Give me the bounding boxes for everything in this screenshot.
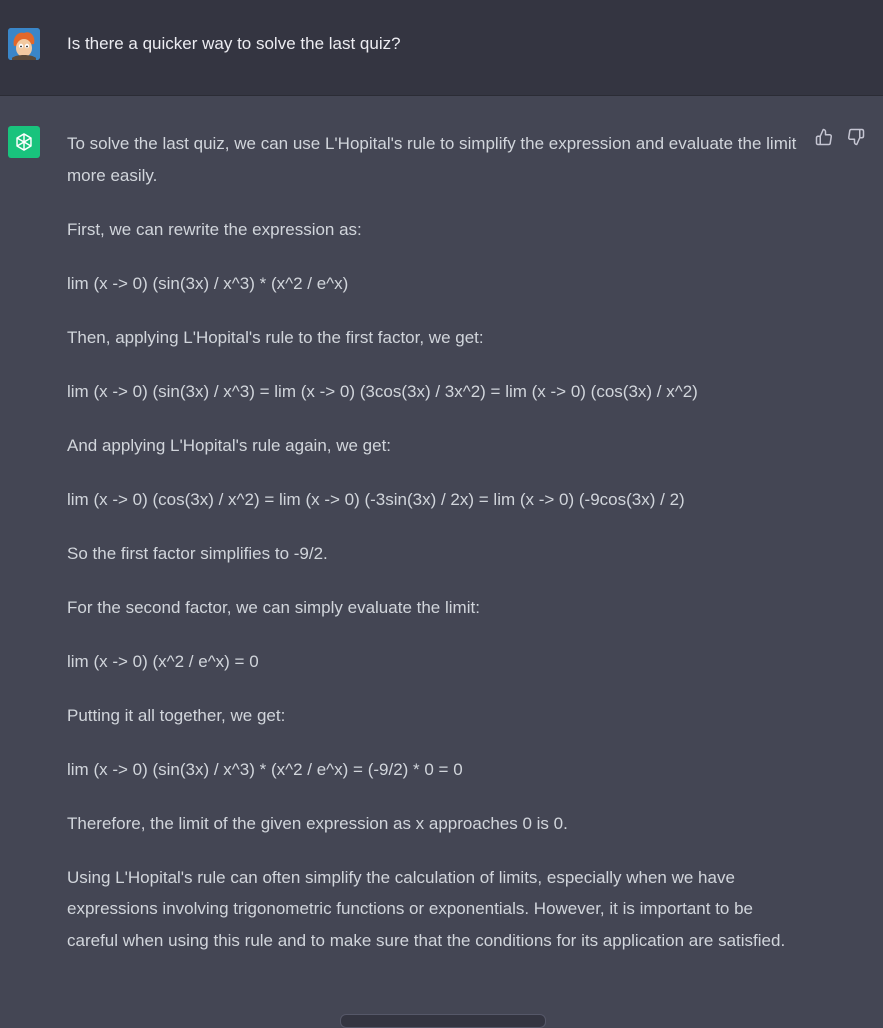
user-message-row <box>0 0 883 96</box>
response-paragraph: Then, applying L'Hopital's rule to the first factor, we get: <box>67 327 484 347</box>
response-paragraph: Using L'Hopital's rule can often simplify the calculation of limits, especially when we have expressions involving trigonometric functions or exponentials. However, it is important to be careful when using this rule and to make sure that the conditions for its application are satisfied. <box>67 867 786 950</box>
response-paragraph: Therefore, the limit of the given expression as x approaches 0 is 0. <box>67 813 568 833</box>
response-formula: lim (x -> 0) (sin(3x) / x^3) * (x^2 / e^x) = (-9/2) * 0 = 0 <box>67 759 463 779</box>
user-message-text: Is there a quicker way to solve the last quiz? <box>67 34 401 53</box>
response-formula: lim (x -> 0) (sin(3x) / x^3) = lim (x -> 0) (3cos(3x) / 3x^2) = lim (x -> 0) (cos(3x) / x^2) <box>67 381 698 401</box>
response-paragraph: First, we can rewrite the expression as: <box>67 219 362 239</box>
assistant-message-row <box>0 96 883 1024</box>
response-paragraph: Putting it all together, we get: <box>67 705 286 725</box>
response-paragraph: To solve the last quiz, we can use L'Hopital's rule to simplify the expression and evaluate the limit more easily. <box>67 134 797 185</box>
user-avatar <box>8 28 40 60</box>
feedback-buttons <box>815 128 865 146</box>
response-formula: lim (x -> 0) (cos(3x) / x^2) = lim (x -> 0) (-3sin(3x) / 2x) = lim (x -> 0) (-9cos(3x) / 2) <box>67 489 685 509</box>
response-paragraph: So the first factor simplifies to -9/2. <box>67 543 328 563</box>
thumbs-up-icon[interactable] <box>815 128 833 146</box>
assistant-message-content <box>67 128 797 979</box>
response-paragraph: For the second factor, we can simply evaluate the limit: <box>67 597 480 617</box>
response-formula: lim (x -> 0) (sin(3x) / x^3) * (x^2 / e^x) <box>67 273 349 293</box>
response-paragraph: And applying L'Hopital's rule again, we get: <box>67 435 392 455</box>
response-formula: lim (x -> 0) (x^2 / e^x) = 0 <box>67 651 259 671</box>
thumbs-down-icon[interactable] <box>847 128 865 146</box>
openai-logo-icon <box>8 126 40 158</box>
regenerate-button-edge[interactable] <box>340 1014 546 1028</box>
